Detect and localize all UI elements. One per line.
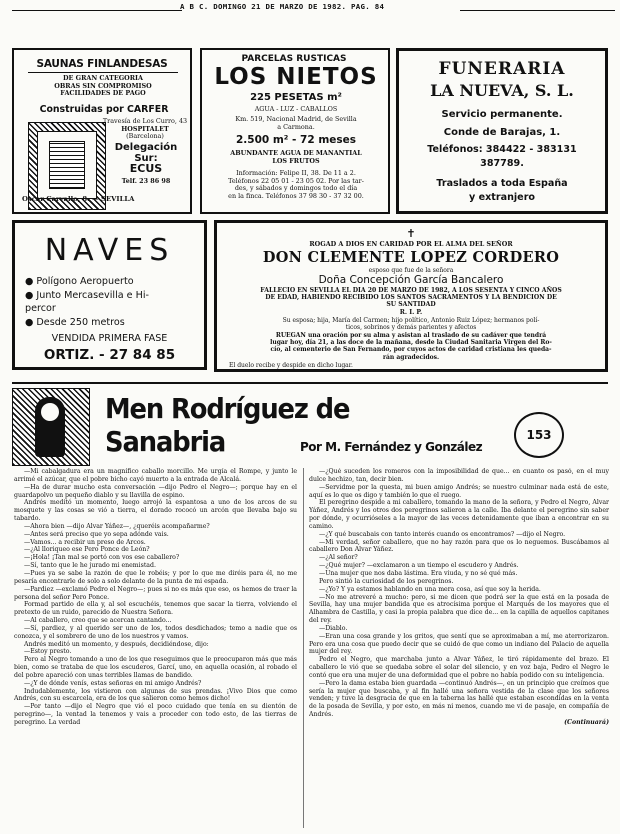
- obituary-spouse-label: esposo que fue de la señora: [368, 267, 454, 274]
- paragraph: —Eran una cosa grande y los gritos, que sentí que se aproximaban a mí, me aterrorizaron. Pero era una cosa que puedo decir que se cuidó de que como un indiano del Palacio de aquella mujer del rey.: [309, 632, 609, 656]
- paragraph: —Sí, tanto que le he jurado mi enemistad.: [24, 562, 156, 570]
- chapter-badge: 153: [514, 412, 564, 458]
- paragraph: —Mi cabalgadura era un magnífico caballo morcillo. Me urgía el Rompe, y junto le arrimé el azúcar, que el pobre bicho cayó muerto a la entrada de Alcalá.: [14, 468, 297, 483]
- paragraph: Pero al Negro tomando a uno de los que reseguimos que le preocuparon más que más bien, como se trataba de que los escuderos, Garcí, uno, en aquella ocasión, al robado el del pobre apareció con unas terribles llamas de bandido.: [14, 656, 297, 679]
- funeraria-title: FUNERARIA: [438, 59, 566, 79]
- paragraph: —¿Yo? Y ya estamos hablando en una mera cosa, así que soy la herida.: [319, 585, 541, 593]
- paragraph: —Antes será preciso que yo sepa adónde vais.: [24, 530, 169, 538]
- paragraph: —¿Y qué buscabais con tanto interés cuando os encontramos? —dijo el Negro.: [319, 530, 566, 538]
- story-column-2: [309, 468, 609, 830]
- paragraph: Andrés meditó un momento, y después, decidiéndose, dijo:: [24, 640, 209, 648]
- paragraph: —Pardiez —exclamó Pedro el Negro—; pues si no es más que eso, os hemos de traer la persona del señor Pero Ponce.: [14, 585, 297, 601]
- parcelas-water: ABUNDANTE AGUA DE MANANTIAL LOS FRUTOS: [230, 149, 362, 165]
- paragraph: —¿Y de dónde venís, estas señoras en mi amigo Andrés?: [24, 679, 202, 687]
- funeraria-phones: Teléfonos: 384422 - 383131 387789.: [427, 144, 577, 169]
- paragraph: —Una mujer que nos daba lástima. Era viuda, y no sé qué más.: [319, 569, 518, 577]
- saunas-address: Travesía de Los Curro, 43 HOSPITALET (Barcelona): [102, 117, 188, 141]
- cross-icon: ✝: [406, 227, 416, 240]
- parcelas-size: 2.500 m² - 72 meses: [235, 134, 357, 146]
- story-column-1: [14, 468, 297, 830]
- obituary-died: FALLECIO EN SEVILLA EL DIA 20 DE MARZO DE 1982, A LOS SESENTA Y CINCO AÑOS DE EDAD, HABIENDO RECIBIDO LOS SANTOS SACRAMENTOS Y LA BENDICION DE SU SANTIDAD: [260, 287, 562, 309]
- funeraria-service: Servicio permanente.: [441, 109, 563, 120]
- header-rule: [460, 10, 615, 11]
- obituary-spouse: Doña Concepción García Bancalero: [318, 274, 504, 286]
- naves-item: percor: [25, 303, 56, 314]
- paragraph: —¿Qué suceden los romeros con la imposibilidad de que... en cuanto os pasó, en el muy dulce hechizo, tan, decir bien.: [309, 468, 609, 483]
- parcelas-location: Km. 519, Nacional Madrid, de Sevilla a Carmona.: [235, 115, 357, 131]
- paragraph: —Pues ya se sabe la razón de que le robéis; y por lo que me diréis para él, no me pesaría encontrarle de solo a solo delante de la punta de mi espada.: [14, 569, 297, 585]
- naves-item: ● Junto Mercasevilla e Hi-: [25, 289, 149, 301]
- obituary-rip: R. I. P.: [399, 309, 423, 316]
- paragraph: Formad partido de ella y, al sol escuchéis, tenemos que sacar la tierra, volviendo el pretexto de un ruido, parecido de Nuestra Señora.: [14, 601, 297, 617]
- obituary-request: RUEGAN una oración por su alma y asistan al traslado de su cadáver que tendrá lugar hoy, día 21, a las doce de la mañana, desde la Ciudad Sanitaria Virgen del Ro- cío, al cementerio de San Fernando, por cuyos actos de caridad cristiana les queda- rán agradecidos.: [270, 332, 552, 361]
- saunas-delegation: Delegación Sur:: [114, 142, 178, 164]
- ad-naves: [12, 220, 207, 370]
- ad-funeraria: [396, 48, 608, 214]
- paragraph: —Sí, pardiez, y al querido ser uno de los, todos desdichados; temo a nadie que os conozca, y el sombrero de uno de los nuestros y vamos.: [14, 624, 297, 640]
- saunas-title: SAUNAS FINLANDESAS: [36, 58, 168, 70]
- parcelas-info: Información: Felipe II, 38. De 11 a 2. Teléfonos 22 05 01 - 23 05 02. Por las tar- des, y sábados y domingos todo el día en la finca. Teléfonos 37 98 30 - 37 32 00.: [228, 169, 364, 200]
- paragraph: —Al caballero, creo que se acercan cantando...: [24, 617, 172, 625]
- paragraph: Indudablemente, los vistieron con algunas de sus prendas. ¡Vivo Dios que como Andrés, con su escarcela, era de los que salieron como hemos dicho!: [14, 687, 297, 703]
- paragraph: Andrés meditó un momento, luego arrojó la espantosa a uno de los arcos de su mosquete y las cosas se vió a tierra, el dorado rococó un arcón que llevaba bajo su tabardo.: [14, 499, 297, 523]
- paragraph: Pero sintió la curiosidad de los peregrinos.: [319, 577, 454, 585]
- paragraph: —Ha de durar mucho esta conversación —dijo Pedro el Negro—; porque hay en el guardapolvo un pequeño diablo y su llavilla de espino.: [14, 483, 297, 499]
- funeraria-address: Conde de Barajas, 1.: [443, 127, 561, 138]
- ad-saunas: [12, 48, 192, 214]
- naves-title: NAVES: [44, 233, 175, 268]
- parcelas-top: PARCELAS RUSTICAS: [241, 54, 347, 64]
- naves-contact: ORTIZ. - 27 84 85: [43, 347, 176, 363]
- obituary-pray: ROGAD A DIOS EN CARIDAD POR EL ALMA DEL SEÑOR: [309, 240, 513, 248]
- parcelas-title: LOS NIETOS: [214, 64, 378, 90]
- paragraph: —¡Hola! ¡Tan mal se portó con vos ese caballero?: [24, 554, 180, 562]
- paragraph: —Estoy presto.: [24, 648, 72, 656]
- naves-items: [25, 275, 203, 329]
- obituary-family: Su esposa; hija, María del Carmen; hijo político, Antonio Ruiz López; hermanos polí- ticos, sobrinos y demás parientes y afectos: [282, 317, 540, 332]
- saunas-lines: DE GRAN CATEGORIA OBRAS SIN COMPROMISO FACILIDADES DE PAGO: [54, 74, 152, 98]
- paragraph: —Vamos... a recibir un preso de Arcos.: [24, 538, 146, 546]
- paragraph: El peregrino despide a mi caballero, tomando la mano de la señora, y Pedro el Negro, Alvar Yáñez, Andrés y los otros dos peregrinos salieron a la calle. Iba delante el peregrino sin saber por dónde, y ocurrióseles a la mayor de las veces detenidamente que iban a encontrar en su camino.: [309, 499, 609, 530]
- paragraph: —¿Al señor?: [319, 554, 358, 562]
- ad-parcelas: [200, 48, 390, 214]
- paragraph: —Mi verdad, señor caballero, que no hay razón para que os lo neguemos. Buscábamos al caballero Don Alvar Yáñez.: [309, 538, 609, 554]
- obituary: [214, 220, 608, 372]
- paragraph: —Por tanto —dijo el Negro que vió el poco cuidado que tenía en su dientón de peregrino—, la ventad la tenemos y vais a proceder con todo esto, de las tierras de peregrino. La verdad: [14, 703, 297, 726]
- saunas-ecus: ECUS: [129, 162, 163, 175]
- paragraph: —No me atreveré a mucho: pero, si me dicen que podrá ser la que está en la posada de Sevilla, hay una mujer bandida que es atrocísima porque el Marqués de los mayores que el Alhambra de Castilla, y casi la propia palabra que dice de... en la capilla de aquellos capitanes del rey.: [309, 593, 609, 625]
- story-byline: Por M. Fernández y González: [300, 440, 483, 454]
- bullet-icon: ●: [25, 276, 37, 287]
- funeraria-transfer: Traslados a toda España y extranjero: [436, 178, 568, 203]
- parcelas-price: 225 PESETAS m²: [250, 92, 342, 103]
- header-rule: [12, 10, 182, 11]
- continued-note: (Continuará): [564, 719, 609, 726]
- naves-item: ● Polígono Aeropuerto: [25, 276, 134, 287]
- story-title: Men Rodríguez de Sanabria: [105, 392, 350, 458]
- saunas-phone: Telf. 23 86 98: [121, 177, 171, 185]
- saunas-brand: Construidas por CARFER: [39, 104, 169, 115]
- obituary-duel: El duelo recibe y despide en dicho lugar.: [229, 362, 353, 369]
- paragraph: —Ahora bien —dijo Alvar Yáñez—, ¿queréis acompañarme?: [24, 522, 210, 530]
- paragraph: —Servidme por la questa, mi buen amigo Andrés; se nuestro culminar nada está de este, aquí es lo que os digo y también lo que el ruego.: [309, 483, 609, 499]
- bullet-icon: ●: [25, 316, 37, 328]
- paragraph: —Diablo.: [319, 624, 348, 632]
- funeraria-company: LA NUEVA, S. L.: [430, 81, 574, 100]
- obituary-name: DON CLEMENTE LOPEZ CORDERO: [262, 249, 560, 266]
- naves-item: ● Desde 250 metros: [25, 316, 125, 328]
- paragraph: —Pero la dama estaba bien guardada —continuó Andrés—, en un principio que creímos que sería la mujer que buscaba, y al fin hallé una señora vestida de la clase que los señores venden; y tuve la desgracia de que en la taberna las hallé que estaban escondidas en la venta de la posada de Sevilla, y por esto, en más ni menos, cuando me vi de pasaje, en compañía de Andrés.: [309, 679, 609, 719]
- paragraph: —¿Al lloriqueo ese Pero Ponce de León?: [24, 546, 150, 554]
- bullet-icon: ●: [25, 289, 37, 301]
- paragraph: Pedro el Negro, que marchaba junto a Alvar Yáñez, le tiró rápidamente del brazo. El caballero le vió que se quedaba sobre el solar del silencio, y en voz baja, Pedro el Negro le contó que era una mujer de una deformidad que el pobre no había podido con su inteligencia.: [309, 656, 609, 679]
- page-header: A B C. DOMINGO 21 DE MARZO DE 1982. PAG. 84: [180, 2, 385, 11]
- saunas-footer: Oscar Carvallo, 8. — SEVILLA: [22, 195, 135, 203]
- parcelas-services: AGUA - LUZ - CABALLOS: [254, 105, 338, 113]
- saunas-rule: [28, 72, 178, 73]
- story-top-rule: [12, 382, 608, 384]
- illustration-knight-icon: [12, 388, 90, 466]
- naves-sale: VENDIDA PRIMERA FASE: [51, 333, 168, 344]
- column-divider: [303, 468, 304, 828]
- paragraph: —¿Qué mujer? —exclamaron a un tiempo el escudero y Andrés.: [319, 562, 519, 570]
